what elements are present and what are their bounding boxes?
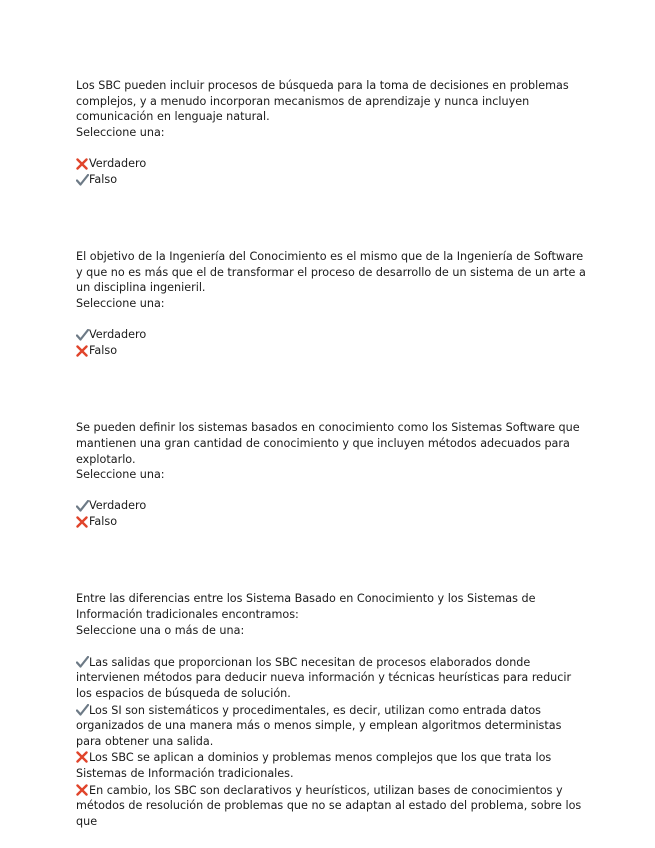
check-icon — [76, 702, 89, 716]
check-icon — [76, 172, 89, 186]
question-2 — [76, 249, 586, 358]
option-4[interactable] — [76, 782, 586, 830]
option-2[interactable] — [76, 702, 586, 750]
cross-icon — [76, 156, 89, 170]
question-prompt: Seleccione una o más de una: — [76, 623, 245, 637]
cross-icon — [76, 514, 89, 528]
question-text: Entre las diferencias entre los Sistema Basado en Conocimiento y los Sistemas de Información tradicionales encontramos: — [76, 592, 536, 622]
option-label: Verdadero — [89, 328, 147, 342]
option-label: Las salidas que proporcionan los SBC necesitan de procesos elaborados donde intervienen métodos para deducir nueva información y técnicas heurísticas para reducir los espacios de búsqueda de solución. — [76, 655, 572, 701]
quiz-page — [76, 78, 586, 829]
option-label: Falso — [89, 343, 118, 357]
option-label: Los SI son sistemáticos y procedimentales, es decir, utilizan como entrada datos organizados de una manera más o menos simple, y emplean algoritmos deterministas para obtener una salida. — [76, 703, 562, 748]
option-label: Falso — [89, 172, 118, 186]
cross-icon — [76, 749, 89, 763]
option-label: Verdadero — [89, 499, 147, 513]
question-prompt: Seleccione una: — [76, 125, 165, 139]
question-text: Se pueden definir los sistemas basados en conocimiento como los Sistemas Software que mantienen una gran cantidad de conocimiento y que incluyen métodos adecuados para explotarlo. — [76, 421, 580, 466]
check-icon — [76, 327, 89, 341]
question-text: Los SBC pueden incluir procesos de búsqueda para la toma de decisiones en problemas complejos, y a menudo incorporan mecanismos de aprendizaje y nunca incluyen comunicación en lenguaje natural. — [76, 79, 569, 124]
check-icon — [76, 498, 89, 512]
check-icon — [76, 654, 89, 668]
option-verdadero[interactable] — [76, 498, 586, 514]
option-falso[interactable] — [76, 343, 586, 359]
question-text: El objetivo de la Ingeniería del Conocimiento es el mismo que de la Ingeniería de Software y que no es más que el de transformar el proceso de desarrollo de un sistema de un arte a un disciplina ingenieril. — [76, 250, 586, 295]
option-falso[interactable] — [76, 514, 586, 530]
option-3[interactable] — [76, 749, 586, 781]
option-label: Los SBC se aplican a dominios y problemas menos complejos que los que trata los Sistemas de Información tradicionales. — [76, 751, 552, 780]
option-label: En cambio, los SBC son declarativos y heurísticos, utilizan bases de conocimientos y métodos de resolución de problemas que no se adaptan al estado del problema, sobre los que — [76, 783, 582, 828]
option-1[interactable] — [76, 654, 586, 702]
question-prompt: Seleccione una: — [76, 296, 165, 310]
option-falso[interactable] — [76, 172, 586, 188]
option-label: Falso — [89, 514, 118, 528]
cross-icon — [76, 343, 89, 357]
option-verdadero[interactable] — [76, 327, 586, 343]
question-4 — [76, 591, 586, 829]
option-label: Verdadero — [89, 156, 147, 170]
cross-icon — [76, 782, 89, 796]
question-1 — [76, 78, 586, 187]
question-prompt: Seleccione una: — [76, 468, 165, 482]
option-verdadero[interactable] — [76, 156, 586, 172]
question-3 — [76, 420, 586, 529]
